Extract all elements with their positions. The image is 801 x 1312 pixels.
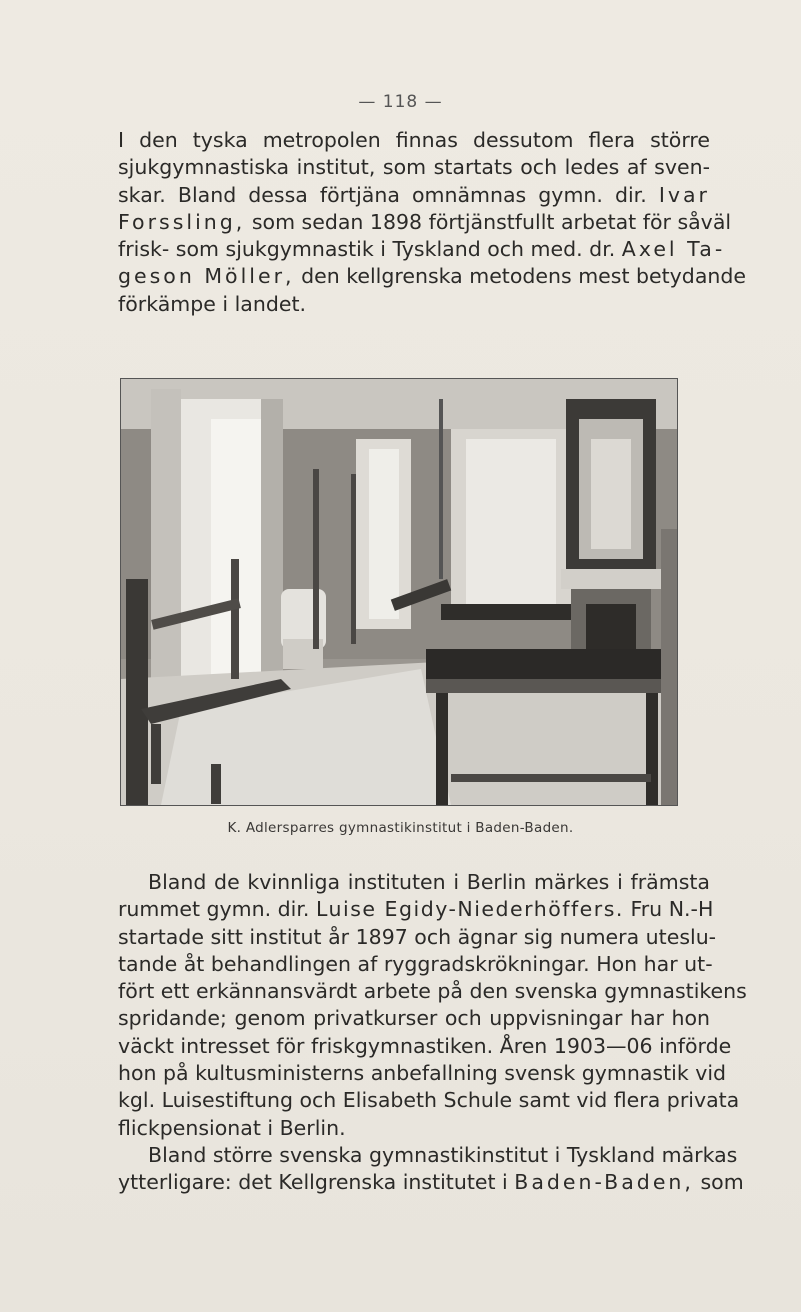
text-line: väckt intresset för friskgymnastiken. Åren 1903—06 införde bbox=[118, 1033, 732, 1058]
text-line: tande åt behandlingen af ryggradskrökningar. Hon har ut- bbox=[118, 951, 713, 976]
page-number: — 118 — bbox=[358, 92, 443, 112]
text-line: ytterligare: det Kellgrenska institutet i Baden-Baden, som bbox=[118, 1170, 744, 1195]
paragraph-1 bbox=[118, 127, 747, 318]
person-name: Axel Ta- bbox=[621, 237, 726, 262]
person-name: Ivar bbox=[658, 182, 710, 207]
photo-gymnastics-room bbox=[120, 378, 678, 806]
text-line: I den tyska metropolen finnas dessutom flera större bbox=[118, 128, 710, 152]
person-name: Forssling, bbox=[118, 209, 246, 234]
text-line: hon på kultusministerns anbefallning svensk gymnastik vid bbox=[118, 1061, 727, 1086]
text-line: fört ett erkännansvärdt arbete på den svenska gymnastikens bbox=[118, 979, 747, 1004]
text-line: skar. Bland dessa förtjäna omnämnas gymn. dir. Ivar bbox=[118, 182, 710, 207]
place-name: Baden-Baden, bbox=[514, 1170, 694, 1195]
text-line: spridande; genom privatkurser och uppvisningar har hon bbox=[118, 1006, 710, 1031]
text-line: rummet gymn. dir. Luise Egidy-Niederhöffers. Fru N.-H bbox=[118, 897, 714, 922]
person-name: Luise Egidy-Niederhöffers. bbox=[315, 897, 624, 922]
person-name: geson Möller, bbox=[118, 264, 295, 289]
text-line: startade sitt institut år 1897 och ägnar sig numera uteslu- bbox=[118, 924, 717, 949]
text-line: kgl. Luisestiftung och Elisabeth Schule samt vid flera privata bbox=[118, 1088, 740, 1113]
figure-caption: K. Adlersparres gymnastikinstitut i Baden-Baden. bbox=[227, 820, 574, 836]
text-line: frisk- som sjukgymnastik i Tyskland och med. dr. Axel Ta- bbox=[118, 237, 726, 262]
text-line: förkämpe i landet. bbox=[118, 291, 307, 316]
text-line: sjukgymnastiska institut, som startats och ledes af sven- bbox=[118, 155, 710, 180]
text-line: Bland större svenska gymnastikinstitut i Tyskland märkas bbox=[148, 1142, 738, 1167]
text-line: flickpensionat i Berlin. bbox=[118, 1115, 346, 1140]
paragraph-2 bbox=[118, 869, 747, 1197]
text-line: Bland de kvinnliga instituten i Berlin märkes i främsta bbox=[148, 870, 710, 894]
text-line: Forssling, som sedan 1898 förtjänstfullt arbetat för såväl bbox=[118, 209, 732, 234]
text-line: geson Möller, den kellgrenska metodens mest betydande bbox=[118, 264, 747, 289]
